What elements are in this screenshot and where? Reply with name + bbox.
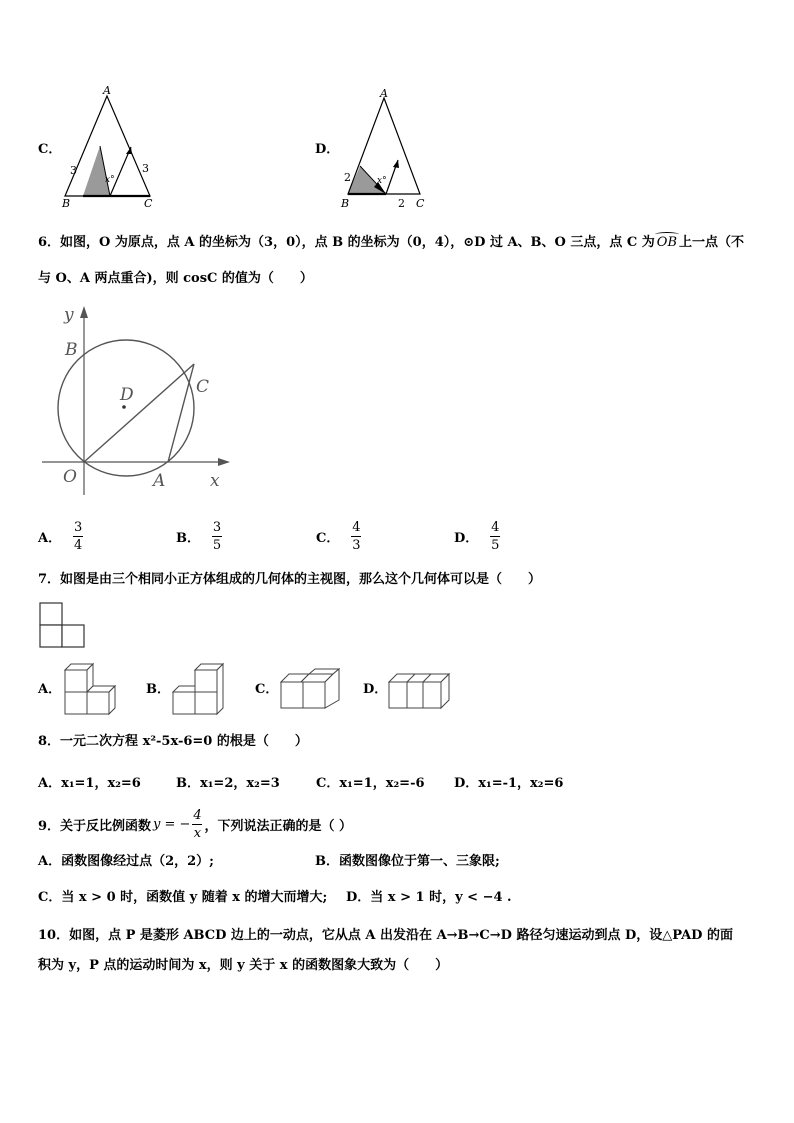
- q8-stem: 8．一元二次方程 x²-5x-6=0 的根是（ ）: [38, 734, 308, 749]
- label-x: x: [210, 471, 220, 491]
- label-angle: x°: [377, 176, 387, 186]
- q9-option-b[interactable]: B．函数图像位于第一、三象限;: [315, 854, 500, 869]
- q7-front-view: [38, 600, 88, 652]
- q7-option-b-label[interactable]: B．: [146, 682, 170, 697]
- label-b: B: [65, 340, 78, 360]
- label-side-bottom: 2: [398, 197, 405, 210]
- label-a: A: [380, 87, 388, 100]
- q7-option-b-solid[interactable]: [168, 660, 240, 720]
- q10-stem-line1: 10．如图，点 P 是菱形 ABCD 边上的一动点，它从点 A 出发沿在 A→B→C→D 路径匀速运动到点 D，设△PAD 的面: [38, 928, 733, 943]
- label-a: A: [153, 471, 166, 491]
- label-c: C: [416, 197, 425, 210]
- q7-stem: 7．如图是由三个相同小正方体组成的几何体的主视图，那么这个几何体可以是（ ）: [38, 572, 542, 587]
- q6-figure: [36, 300, 236, 500]
- q7-option-a-label[interactable]: A．: [38, 682, 62, 697]
- q9-option-d[interactable]: D．当 x > 1 时，y < −4 .: [346, 890, 512, 905]
- label-y: y: [64, 305, 74, 325]
- q7-option-d-label[interactable]: D．: [363, 682, 388, 697]
- q6-stem-line2: 与 O、A 两点重合)，则 cosC 的值为（ ）: [38, 271, 313, 286]
- q7-option-c-label[interactable]: C．: [255, 682, 279, 697]
- label-o: O: [63, 467, 77, 487]
- q6-stem-line1: 6．如图，O 为原点，点 A 的坐标为（3，0），点 B 的坐标为（0，4），⊙D 过 A、B、O 三点，点 C 为 OB 上一点（不: [38, 235, 744, 251]
- q5-option-d-label: D．: [315, 142, 340, 157]
- q5-option-c-label: C．: [38, 142, 62, 157]
- q9-option-c[interactable]: C．当 x > 0 时，函数值 y 随着 x 的增大而增大;: [38, 890, 328, 905]
- label-c: C: [144, 197, 153, 210]
- segment-oc: [84, 364, 194, 462]
- label-side-left: 3: [70, 164, 77, 177]
- circle-d: [58, 340, 194, 476]
- q8-option-b[interactable]: B．x₁=2，x₂=3: [176, 776, 280, 791]
- q9-option-a[interactable]: A．函数图像经过点（2，2）;: [38, 854, 214, 869]
- q10-stem-line2: 积为 y，P 点的运动时间为 x，则 y 关于 x 的函数图象大致为（ ）: [38, 958, 449, 973]
- label-side-right: 3: [142, 162, 149, 175]
- q8-option-a[interactable]: A．x₁=1，x₂=6: [38, 776, 141, 791]
- q6-option-b[interactable]: B． $\frac{3}{5}$: [176, 519, 222, 553]
- label-d: D: [120, 385, 134, 405]
- q8-option-d[interactable]: D．x₁=-1，x₂=6: [454, 776, 564, 791]
- label-b: B: [341, 197, 350, 210]
- q7-option-d-solid[interactable]: [386, 668, 454, 712]
- q9-function: y = −: [153, 816, 191, 832]
- shaded-triangle-c: [83, 146, 110, 196]
- q9-stem: 9．关于反比例函数 y = − $\frac{4}{x}$ ，下列说法正确的是（ ）: [38, 807, 352, 841]
- q6-option-d[interactable]: D． $\frac{4}{5}$: [454, 519, 500, 553]
- label-side-left: 2: [344, 171, 351, 184]
- q5-figure-c: [58, 84, 168, 212]
- label-angle: x°: [105, 175, 115, 185]
- label-a: A: [103, 84, 111, 97]
- q5-figure-d: [338, 86, 438, 212]
- label-c: C: [196, 377, 210, 397]
- q7-option-a-solid[interactable]: [60, 660, 122, 720]
- q6-option-a[interactable]: A． $\frac{3}{4}$: [38, 519, 83, 553]
- q8-option-c[interactable]: C．x₁=1，x₂=-6: [316, 776, 425, 791]
- q6-option-c[interactable]: C． $\frac{4}{3}$: [316, 519, 361, 553]
- label-b: B: [62, 197, 71, 210]
- q7-option-c-solid[interactable]: [278, 668, 340, 712]
- arc-ob: OB: [655, 235, 679, 251]
